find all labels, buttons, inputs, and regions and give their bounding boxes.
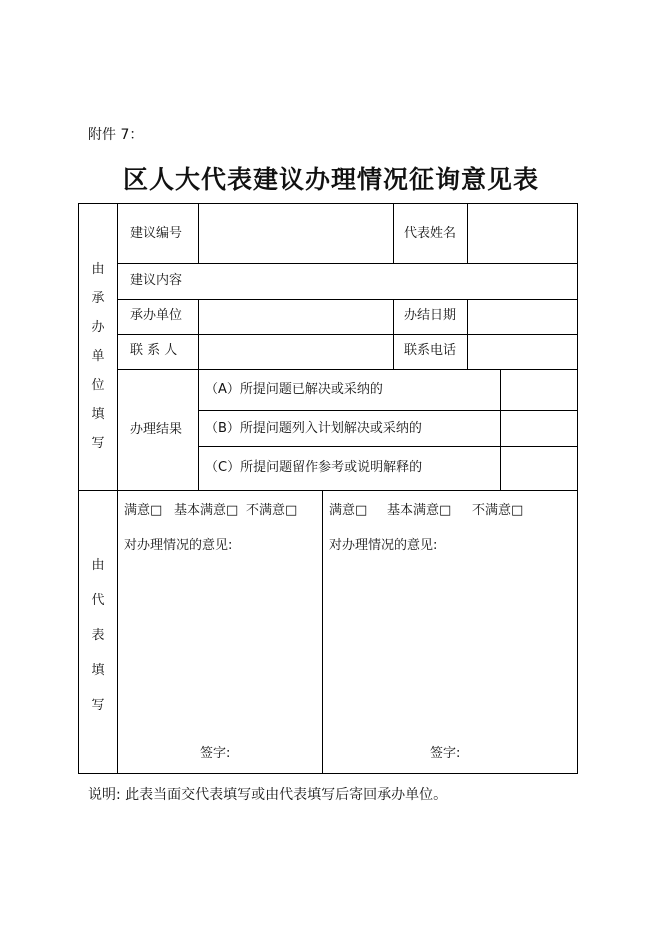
right-option-unsatisfied: 不满意□ xyxy=(472,503,524,518)
rep-side-label xyxy=(90,554,106,729)
row-line xyxy=(117,263,578,264)
suggestion-content-label: 建议内容 xyxy=(130,273,183,288)
side-char: 写 xyxy=(91,698,105,713)
side-char: 承 xyxy=(91,291,105,306)
col-line xyxy=(500,369,501,490)
side-char: 表 xyxy=(91,628,105,643)
left-opinion-label: 对办理情况的意见: xyxy=(124,538,233,553)
row-line xyxy=(117,369,578,370)
row-line xyxy=(117,299,578,300)
completion-date-label: 办结日期 xyxy=(404,308,457,323)
col-line xyxy=(467,299,468,369)
left-option-basic: 基本满意□ xyxy=(174,503,239,518)
right-signature-label: 签字: xyxy=(430,746,461,761)
row-line xyxy=(117,334,578,335)
col-line xyxy=(198,203,199,263)
side-char: 写 xyxy=(91,436,105,451)
section-divider xyxy=(78,490,578,491)
col-line xyxy=(322,490,323,774)
col-line xyxy=(393,299,394,369)
col-line xyxy=(393,203,394,263)
row-line xyxy=(198,410,578,411)
left-signature-label: 签字: xyxy=(200,746,231,761)
side-char: 单 xyxy=(91,349,105,364)
right-option-satisfied: 满意□ xyxy=(329,503,368,518)
right-opinion-label: 对办理情况的意见: xyxy=(329,538,438,553)
side-char: 填 xyxy=(91,663,105,678)
result-label: 办理结果 xyxy=(130,422,183,437)
side-char: 位 xyxy=(91,378,105,393)
page-title: 区人大代表建议办理情况征询意见表 xyxy=(122,165,539,194)
col-line xyxy=(117,203,118,774)
result-option-a: （A）所提问题已解决或采纳的 xyxy=(205,382,383,397)
side-char: 代 xyxy=(91,593,105,608)
unit-side-label xyxy=(90,258,106,461)
attachment-label: 附件 7： xyxy=(88,127,144,143)
row-line xyxy=(198,446,578,447)
result-option-c: （C）所提问题留作参考或说明解释的 xyxy=(205,460,423,475)
left-option-unsatisfied: 不满意□ xyxy=(246,503,298,518)
contact-phone-label: 联系电话 xyxy=(404,343,457,358)
handling-unit-label: 承办单位 xyxy=(130,308,183,323)
col-line xyxy=(467,203,468,263)
side-char: 办 xyxy=(91,320,105,335)
result-option-b: （B）所提问题列入计划解决或采纳的 xyxy=(205,421,422,436)
col-line xyxy=(198,299,199,490)
right-option-basic: 基本满意□ xyxy=(387,503,452,518)
contact-person-label: 联 系 人 xyxy=(130,343,178,358)
rep-name-label: 代表姓名 xyxy=(404,226,457,241)
side-char: 由 xyxy=(91,262,105,277)
footer-note: 说明: 此表当面交代表填写或由代表填写后寄回承办单位。 xyxy=(88,787,448,803)
side-char: 由 xyxy=(91,558,105,573)
suggestion-no-label: 建议编号 xyxy=(130,226,183,241)
left-option-satisfied: 满意□ xyxy=(124,503,163,518)
side-char: 填 xyxy=(91,407,105,422)
